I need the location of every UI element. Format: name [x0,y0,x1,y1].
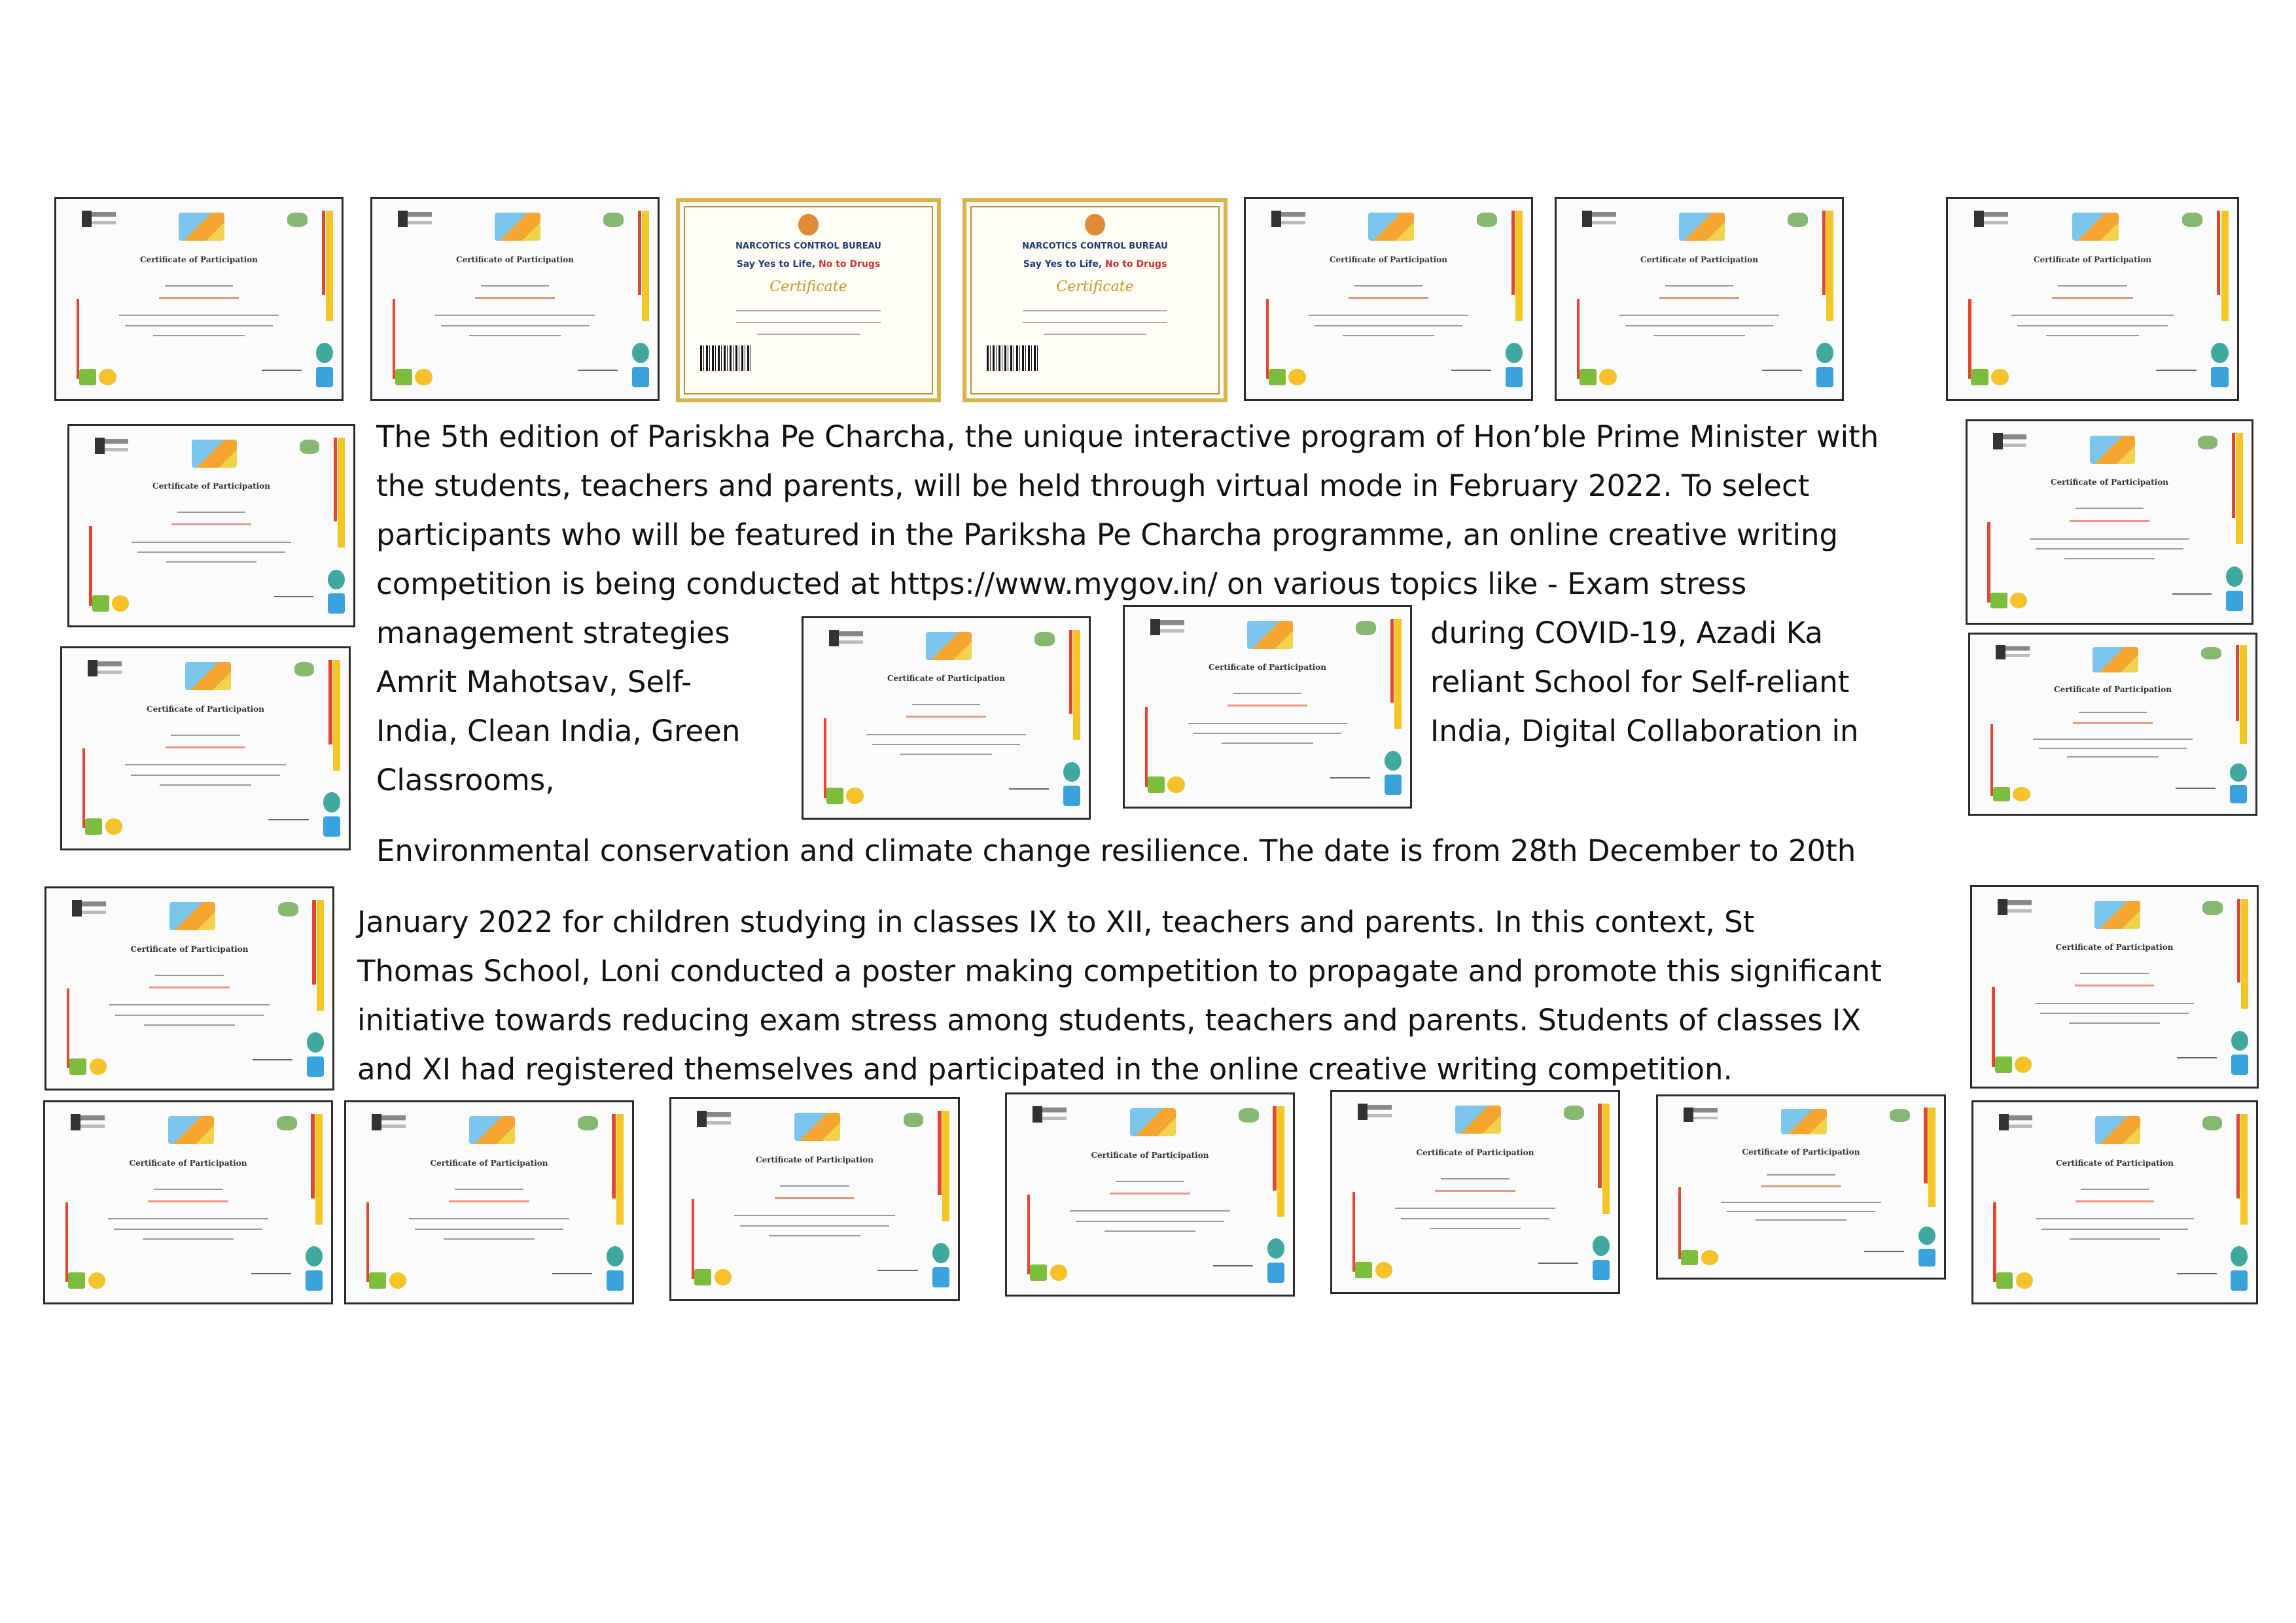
barcode-icon [987,345,1038,371]
mygov-logo [1564,1106,1584,1119]
paragraph-line: reliant School for Self-reliant [1430,665,1850,699]
certificate-thumbnail [43,1100,333,1304]
ncb-agency: NARCOTICS CONTROL BUREAU [735,241,881,251]
certificate-title: Certificate of Participation [1640,254,1758,264]
ppc-logo [1781,1109,1827,1134]
paragraph-line: Environmental conservation and climate change resilience. The date is from 28th December to 20th [376,833,1856,868]
certificate-title: Certificate of Participation [2051,478,2168,487]
certificate-thumbnail [67,424,355,627]
certificate-title: Certificate of Participation [1209,663,1326,672]
certificate-thumbnail [1946,197,2239,401]
ministry-logo [1358,1104,1404,1119]
ppc-logo [179,213,224,241]
mygov-logo [1477,213,1497,226]
ministry-logo [72,900,118,916]
ncb-agency: NARCOTICS CONTROL BUREAU [1022,241,1168,251]
mygov-logo [2182,213,2202,226]
mygov-logo [1890,1109,1910,1121]
ppc-logo [2094,901,2140,929]
paragraph-line: January 2022 for children studying in classes IX to XII, teachers and parents. In this context, St [357,905,1755,939]
certificate-title: Certificate of Participation [2054,684,2172,694]
paragraph-line: during COVID-19, Azadi Ka [1430,616,1823,650]
ministry-logo [1582,211,1628,226]
certificate-title: Certificate of Participation [2034,254,2151,264]
ministry-logo [1998,899,2043,915]
paragraph-line: competition is being conducted at https://www.mygov.in/ on various topics like - Exam stress [376,567,1747,601]
certificate-thumbnail [1330,1090,1620,1294]
paragraph-line: the students, teachers and parents, will be held through virtual mode in February 2022. To select [376,468,1810,503]
ministry-logo [88,660,133,676]
ministry-logo [95,438,140,453]
certificate-thumbnail [370,197,660,401]
certificate-title: Certificate of Participation [140,254,258,264]
certificate-thumbnail [1005,1092,1295,1297]
ppc-logo [469,1116,515,1144]
ppc-logo [1368,213,1414,241]
ministry-logo [82,211,128,226]
ppc-logo [169,902,215,930]
certificate-thumbnail [669,1097,960,1301]
certificate-thumbnail [1966,419,2253,625]
ncb-slogan: Say Yes to Life, No to Drugs [736,259,881,270]
certificate-title: Certificate of Participation [130,944,249,954]
ppc-logo [1455,1106,1501,1134]
ppc-logo [926,632,972,660]
certificate-thumbnail [1971,1100,2258,1304]
mygov-logo [2201,647,2221,659]
certificate-thumbnail [344,1100,634,1304]
paragraph-line: India, Digital Collaboration in [1430,714,1859,748]
ministry-logo [1684,1108,1729,1122]
mygov-logo [278,902,298,916]
ncb-certificate-thumbnail [963,198,1227,402]
mygov-logo [2202,901,2222,915]
mygov-logo [1356,621,1376,635]
certificate-title: Certificate of Participation [152,481,270,491]
ncb-emblem-icon [1085,214,1105,236]
ppc-logo [2090,436,2135,464]
ppc-logo [2095,1116,2140,1144]
ministry-logo [697,1111,743,1126]
ncb-certificate-thumbnail [676,198,941,402]
ppc-logo [2072,213,2119,241]
ministry-logo [1999,1114,2044,1130]
mygov-logo [603,213,624,226]
certificate-title: Certificate of Participation [887,674,1005,684]
paragraph-line: Classrooms, [376,763,555,797]
ppc-logo [192,440,237,468]
certificate-thumbnail [802,616,1091,820]
mygov-logo [1034,632,1055,646]
certificate-title: Certificate of Participation [1330,254,1447,264]
certificate-thumbnail [44,886,334,1091]
paragraph-line: management strategies [376,616,730,650]
mygov-logo [300,440,319,453]
certificate-thumbnail [1968,633,2257,816]
certificate-thumbnail [54,197,344,401]
ministry-logo [372,1114,417,1130]
ministry-logo [398,211,444,226]
paragraph-line: India, Clean India, Green [376,714,741,748]
certificate-thumbnail [60,646,351,850]
certificate-title: Certificate of Participation [147,704,264,714]
ncb-slogan: Say Yes to Life, No to Drugs [1023,259,1167,270]
mygov-logo [294,662,315,676]
ministry-logo [1996,645,2041,659]
mygov-logo [578,1116,598,1130]
certificate-title: Certificate of Participation [456,254,574,264]
ncb-heading: Certificate [1056,279,1134,295]
paragraph-line: and XI had registered themselves and participated in the online creative writing competition. [357,1052,1733,1087]
ministry-logo [1271,211,1317,226]
ministry-logo [1150,619,1196,635]
certificate-thumbnail [1970,885,2259,1089]
mygov-logo [287,213,308,226]
certificate-title: Certificate of Participation [2056,1158,2174,1168]
ministry-logo [1993,433,2038,449]
paragraph-line: The 5th edition of Pariskha Pe Charcha, the unique interactive program of Hon’ble Prime Minister with [376,419,1879,454]
ppc-logo [1679,213,1725,241]
ppc-logo [495,213,540,241]
certificate-title: Certificate of Participation [129,1158,247,1168]
ppc-logo [1247,621,1293,649]
paragraph-line: initiative towards reducing exam stress among students, teachers and parents. Students of classes IX [357,1003,1862,1038]
mygov-logo [2198,436,2217,450]
ppc-logo [794,1113,840,1141]
ncb-heading: Certificate [769,279,847,295]
certificate-title: Certificate of Participation [1091,1150,1209,1160]
certificate-thumbnail [1656,1094,1946,1280]
certificate-title: Certificate of Participation [430,1158,548,1168]
ppc-logo [1130,1108,1176,1136]
mygov-logo [1239,1108,1259,1122]
certificate-title: Certificate of Participation [2055,943,2174,952]
certificate-title: Certificate of Participation [1416,1147,1534,1157]
ministry-logo [829,630,875,646]
ncb-emblem-icon [798,214,819,236]
ministry-logo [71,1114,116,1130]
certificate-thumbnail [1244,197,1533,401]
mygov-logo [1788,213,1808,226]
ppc-logo [168,1116,214,1144]
certificate-thumbnail [1555,197,1844,401]
certificate-title: Certificate of Participation [1742,1147,1860,1157]
certificate-title: Certificate of Participation [756,1155,874,1164]
mygov-logo [2202,1116,2222,1130]
mygov-logo [277,1116,297,1130]
mygov-logo [904,1113,924,1126]
paragraph-line: Amrit Mahotsav, Self- [376,665,692,699]
barcode-icon [700,345,752,371]
ppc-logo [2093,647,2138,672]
ppc-logo [185,662,231,690]
paragraph-line: Thomas School, Loni conducted a poster making competition to propagate and promote this significant [357,954,1882,988]
ministry-logo [1974,211,2021,226]
certificate-thumbnail [1123,605,1412,809]
ministry-logo [1033,1106,1078,1122]
paragraph-line: participants who will be featured in the Pariksha Pe Charcha programme, an online creative writing [376,517,1839,552]
